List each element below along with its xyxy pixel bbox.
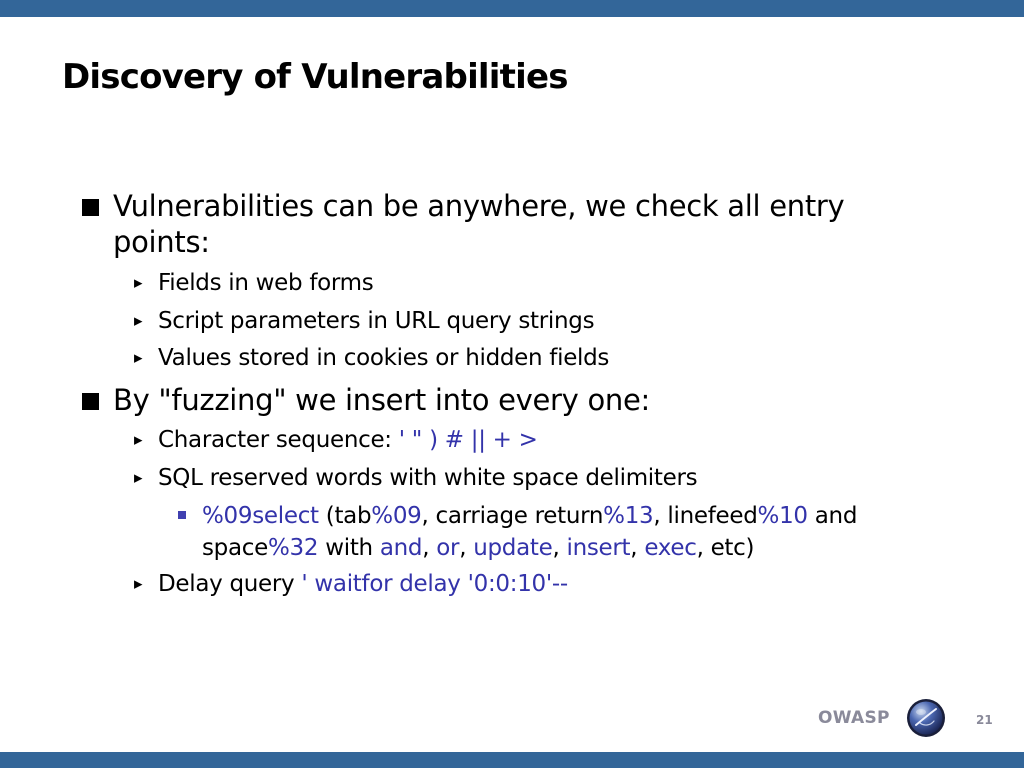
bullet-entry-points: [82, 188, 912, 260]
plain-text: ,: [552, 535, 567, 561]
sub-bullet-delay-query: [134, 568, 934, 600]
sub-sub-bullet-encodings: [178, 500, 948, 564]
bullet-text: Vulnerabilities can be anywhere, we check all entry points:: [113, 189, 845, 259]
sub-bullet-text: Values stored in cookies or hidden fields: [158, 345, 610, 371]
code-token: insert: [566, 535, 631, 561]
triangle-bullet-icon: ▸: [134, 273, 143, 293]
code-snippet: ' waitfor delay '0:0:10'--: [301, 571, 568, 597]
triangle-bullet-icon: ▸: [134, 574, 143, 594]
plain-text: ,: [422, 535, 437, 561]
plain-text: , carriage return: [421, 503, 604, 529]
plain-text: (tab: [318, 503, 372, 529]
code-token: %10: [757, 503, 808, 529]
code-token: and: [379, 535, 423, 561]
square-bullet-icon: [82, 199, 99, 216]
sub-bullet-text: [158, 424, 934, 456]
bullet-text: By "fuzzing" we insert into every one:: [113, 383, 650, 417]
plain-text: and space: [202, 503, 858, 561]
code-token: exec: [644, 535, 697, 561]
sub-bullet-text: [158, 568, 934, 600]
plain-text: ,: [459, 535, 474, 561]
page-number: 21: [976, 713, 993, 727]
code-token: or: [436, 535, 460, 561]
plain-text: with: [318, 535, 380, 561]
sub-bullet-character-sequence: [134, 424, 934, 456]
sub-sub-bullet-text: [202, 500, 948, 564]
sub-bullet-web-forms: [134, 267, 934, 299]
square-bullet-icon: [82, 393, 99, 410]
code-token: %09: [371, 503, 422, 529]
sub-bullet-label: Delay query: [158, 571, 302, 597]
plain-text: , etc): [696, 535, 755, 561]
sub-bullet-sql-reserved: [134, 462, 934, 494]
code-token: %09select: [202, 503, 319, 529]
footer-brand: OWASP: [818, 708, 890, 728]
owasp-wasp-logo-icon: [906, 698, 946, 738]
triangle-bullet-icon: ▸: [134, 430, 143, 450]
code-snippet: ' " ) # || + >: [398, 427, 538, 453]
code-token: update: [473, 535, 553, 561]
plain-text: ,: [630, 535, 645, 561]
plain-text: , linefeed: [653, 503, 758, 529]
bullet-fuzzing: [82, 382, 912, 418]
code-token: %32: [267, 535, 319, 561]
small-square-bullet-icon: [178, 511, 186, 519]
sub-bullet-text: Fields in web forms: [158, 270, 374, 296]
sub-bullet-cookies: [134, 342, 934, 374]
bottom-accent-bar: [0, 752, 1024, 768]
sub-bullet-url-params: [134, 305, 934, 337]
triangle-bullet-icon: ▸: [134, 348, 143, 368]
triangle-bullet-icon: ▸: [134, 468, 143, 488]
code-token: %13: [603, 503, 654, 529]
sub-bullet-label: Character sequence:: [158, 427, 399, 453]
sub-bullet-text: SQL reserved words with white space delimiters: [158, 465, 698, 491]
sub-bullet-text: Script parameters in URL query strings: [158, 308, 595, 334]
triangle-bullet-icon: ▸: [134, 311, 143, 331]
slide-title: Discovery of Vulnerabilities: [62, 57, 568, 97]
